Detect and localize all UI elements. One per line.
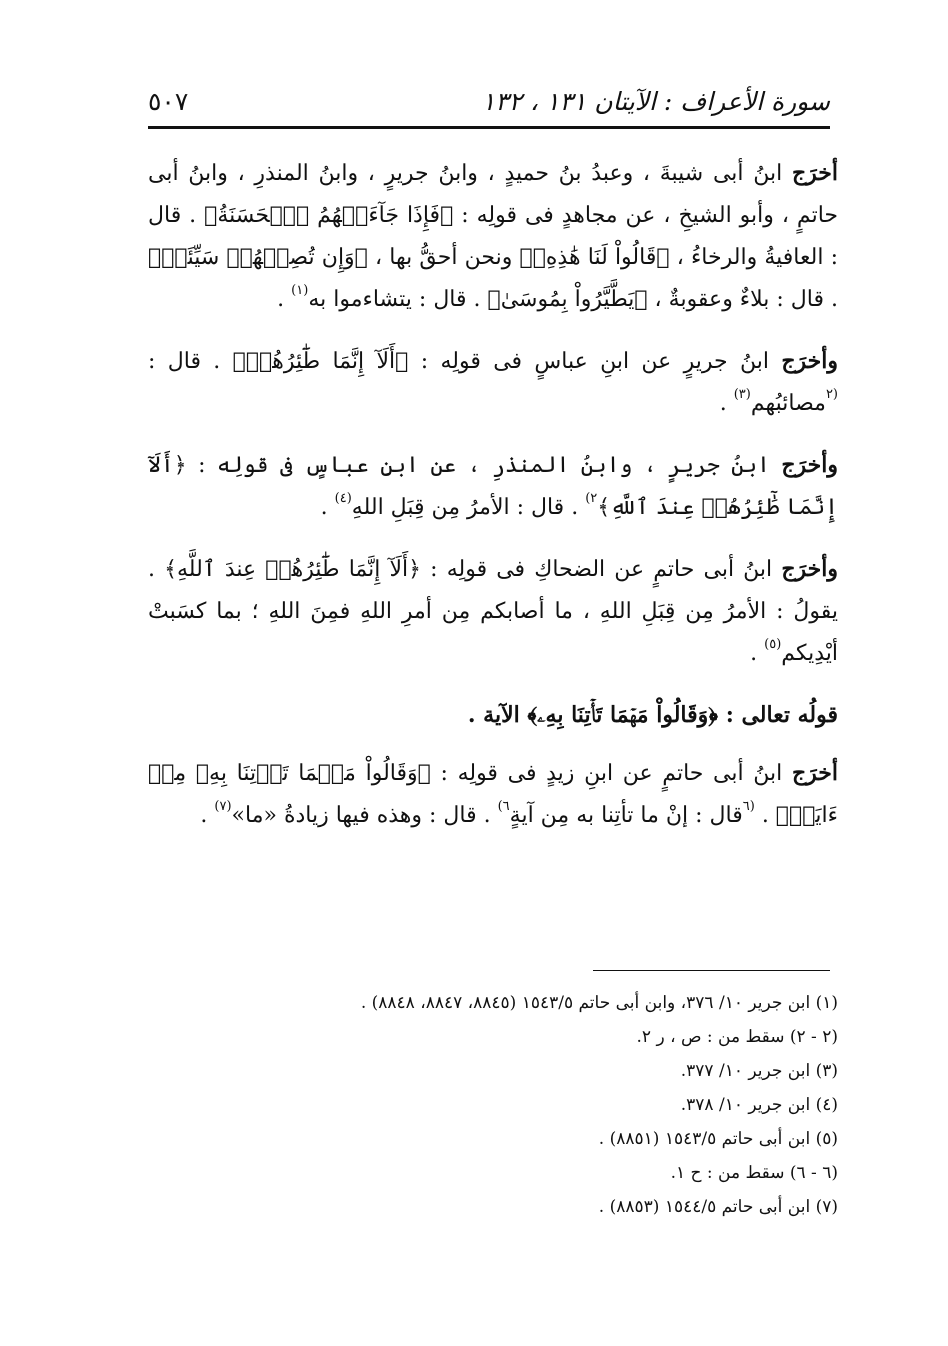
section-heading (148, 694, 838, 736)
footnote: (٢ - ٢) سقط من : ص ، ر ٢. (636, 1027, 838, 1047)
variant-marker: (٢ (825, 387, 838, 402)
paragraph-3 (148, 444, 838, 532)
paragraph-6 (148, 752, 838, 840)
footnotes (148, 986, 838, 1224)
footnote-ref: (٧) (214, 799, 232, 814)
paragraph-text: . قال : الأمرُ مِن قِبَلِ اللهِ (351, 495, 586, 520)
variant-marker: (٦ (742, 799, 755, 814)
paragraph-tail: . (719, 391, 734, 416)
paragraph-tail: . (277, 287, 292, 312)
footnote: (٥) ابن أبى حاتم ١٥٤٣/٥ (٨٨٥١) . (598, 1129, 838, 1149)
paragraph-1 (148, 152, 838, 324)
footnote-ref: (٥) (764, 637, 782, 652)
variant-marker: ٦) (497, 799, 510, 814)
paragraph-text: . قال : وهذه فيها زيادةُ «ما» (231, 803, 498, 828)
paragraph-4 (148, 548, 838, 678)
header-rule (148, 126, 830, 129)
footnote-ref: (٤) (334, 491, 352, 506)
paragraph-tail: . (750, 641, 765, 666)
paragraph-text: ابنُ جريرٍ عن ابنِ عباسٍ فى قولِه : ﴿أَلَآ إِنَّمَا طَٰٓئِرُهُمۡ﴾ . قال : (148, 349, 782, 374)
variant-marker: ٢) (585, 491, 598, 506)
page-header (148, 78, 830, 124)
heading-text: ﴿وَقَالُواْ مَهۡمَا تَأۡتِنَا بِهِۦ﴾ الآية . (467, 702, 726, 728)
paragraph-text: مصائبُهم (750, 391, 826, 416)
paragraph-lead: أخرَج (791, 160, 838, 186)
paragraph-text: ابنُ أبى حاتمٍ عن ابنِ زيدٍ فى قولِه : ﴿وَقَالُواْ مَهۡمَا تَأۡتِنَا بِهِۦ مِنۡ ءَايَةٖ﴾ . (148, 761, 838, 828)
paragraph-text: ابنُ جريرٍ ، وابنُ المنذرِ ، عن ابنِ عباسٍ فى قولِه : ﴿أَلَآ إِنَّمَا طَٰٓئِرُهُمۡ عِندَ ٱللَّهِ﴾ (148, 453, 838, 520)
footnote: (٧) ابن أبى حاتم ١٥٤٤/٥ (٨٨٥٣) . (598, 1197, 838, 1217)
paragraph-lead: وأخرَج (781, 556, 838, 582)
paragraph-tail: . (320, 495, 335, 520)
footnote-rule (593, 970, 830, 971)
paragraph-lead: أخرَج (791, 760, 838, 786)
paragraph-lead: وأخرَج (781, 348, 838, 374)
paragraph-text: قال : إنْ ما تأتِنا به مِن آيةٍ (509, 803, 743, 828)
footnote: (١) ابن جرير ١٠/ ٣٧٦، وابن أبى حاتم ١٥٤٣/٥ (٨٨٤٥، ٨٨٤٧، ٨٨٤٨) . (360, 993, 838, 1013)
paragraph-2 (148, 340, 838, 428)
running-title: سورة الأعراف : الآيتان ١٣١ ، ١٣٢ (481, 86, 830, 116)
paragraph-text: ابنُ أبى شيبةَ ، وعبدُ بنُ حميدٍ ، وابنُ جريرٍ ، وابنُ المنذرِ ، وابنُ أبى حاتمٍ ، وأبو الشيخِ ، عن مجاهدٍ فى قولِه : ﴿فَإِذَا جَآءَتۡهُمُ ٱلۡحَسَنَةُ﴾ . قال : العافيةُ والرخاءُ ، ﴿قَالُواْ لَنَا هَٰذِهِۦ﴾ ونحن أحقُّ بها ، ﴿وَإِن تُصِبۡهُمۡ سَيِّئَةٞ﴾ . قال : بلاءٌ وعقوبةٌ ، ﴿يَطَّيَّرُواْ بِمُوسَىٰ﴾ . قال : يتشاءموا به (148, 161, 839, 312)
footnote: (٦ - ٦) سقط من : ح ١. (670, 1163, 838, 1183)
paragraph-text: ابنُ أبى حاتمٍ عن الضحاكِ فى قولِه : ﴿أَلَآ إِنَّمَا طَٰٓئِرُهُمۡ عِندَ ٱللَّهِ﴾ . يقولُ : الأمرُ مِن قِبَلِ اللهِ ، ما أصابكم مِن أمرِ اللهِ فمِنَ اللهِ ؛ بما كسَبتْ أيْدِيكم (148, 557, 838, 666)
main-text (148, 152, 838, 856)
heading-lead: قولُه تعالى : (725, 702, 838, 728)
paragraph-lead: وأخرَج (781, 452, 838, 478)
footnote: (٤) ابن جرير ١٠/ ٣٧٨. (680, 1095, 838, 1115)
page-number: ٥٠٧ (148, 86, 189, 116)
paragraph-tail: . (200, 803, 215, 828)
footnote: (٣) ابن جرير ١٠/ ٣٧٧. (680, 1061, 838, 1081)
footnote-ref: (٣) (733, 387, 751, 402)
footnote-ref: (١) (291, 283, 309, 298)
